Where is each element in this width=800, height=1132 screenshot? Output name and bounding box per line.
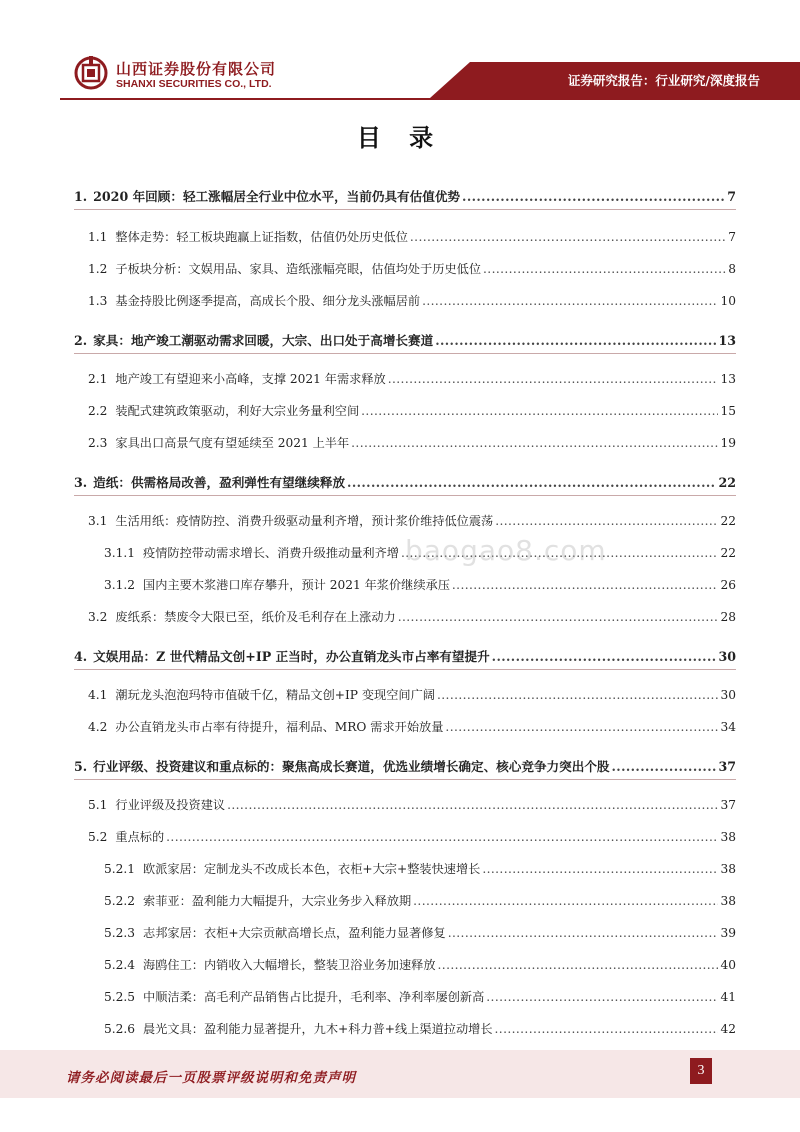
toc-entry-title: 装配式建筑政策驱动，利好大宗业务量利空间 bbox=[115, 404, 360, 418]
toc-entry-page: 7 bbox=[728, 230, 736, 244]
toc-dot-leader bbox=[452, 578, 719, 592]
toc-entry-title: 造纸：供需格局改善，盈利弹性有望继续释放 bbox=[93, 475, 346, 490]
toc-entry-number: 5.2.4 bbox=[104, 958, 136, 972]
toc-entry-title: 欧派家居：定制龙头不改成长本色，衣柜+大宗+整装快速增长 bbox=[143, 862, 481, 876]
toc-dot-leader bbox=[437, 688, 718, 702]
toc-entry-page: 30 bbox=[718, 649, 736, 664]
toc-entry-page: 37 bbox=[720, 798, 736, 812]
toc-entry-title: 基金持股比例逐季提高，高成长个股、细分龙头涨幅居前 bbox=[115, 294, 421, 308]
toc-entry-page: 28 bbox=[720, 610, 736, 624]
toc-entry[interactable] bbox=[88, 686, 736, 703]
toc-dot-leader bbox=[413, 894, 718, 908]
toc-entry-title: 国内主要木浆港口库存攀升，预计 2021 年浆价继续承压 bbox=[143, 578, 450, 592]
toc-entry[interactable] bbox=[88, 402, 736, 419]
section-divider bbox=[74, 669, 736, 670]
toc-entry-number: 5.2.2 bbox=[104, 894, 136, 908]
toc-entry-number: 5.1 bbox=[88, 798, 108, 812]
toc-entry-page: 22 bbox=[720, 514, 736, 528]
toc-dot-leader bbox=[492, 649, 717, 664]
toc-dot-leader bbox=[495, 514, 718, 528]
toc-entry-number: 5.2.3 bbox=[104, 926, 136, 940]
toc-entry-number: 1.2 bbox=[88, 262, 108, 276]
toc-dot-leader bbox=[398, 610, 719, 624]
toc-entry[interactable] bbox=[74, 472, 736, 491]
toc-entry-title: 潮玩龙头泡泡玛特市值破千亿，精品文创+IP 变现空间广阔 bbox=[115, 688, 435, 702]
toc-entry-number: 1.3 bbox=[88, 294, 108, 308]
toc-entry[interactable] bbox=[74, 646, 736, 665]
toc-entry-page: 38 bbox=[720, 862, 736, 876]
toc-entry-page: 22 bbox=[720, 546, 736, 560]
toc-entry[interactable] bbox=[104, 988, 736, 1005]
toc-entry-page: 26 bbox=[720, 578, 736, 592]
toc-entry-title: 疫情防控带动需求增长、消费升级推动量利齐增 bbox=[143, 546, 399, 560]
toc-dot-leader bbox=[435, 333, 716, 348]
toc-entry-number: 5.2.5 bbox=[104, 990, 136, 1004]
page-header bbox=[0, 0, 800, 104]
watermark: baogao8.com bbox=[405, 534, 607, 567]
toc-dot-leader bbox=[388, 372, 719, 386]
toc-entry-title: 办公直销龙头市占率有待提升，福利品、MRO 需求开始放量 bbox=[115, 720, 444, 734]
page-title: 目 录 bbox=[356, 123, 444, 152]
toc-entry-number: 5.2.6 bbox=[104, 1022, 136, 1036]
toc-dot-leader bbox=[227, 798, 718, 812]
toc-dot-leader bbox=[483, 262, 726, 276]
toc-entry[interactable] bbox=[104, 892, 736, 909]
toc-entry-number: 5. bbox=[74, 759, 88, 774]
toc-entry-title: 行业评级、投资建议和重点标的：聚焦高成长赛道，优选业绩增长确定、核心竞争力突出个股 bbox=[93, 759, 610, 774]
toc-dot-leader bbox=[448, 926, 719, 940]
toc-entry-page: 13 bbox=[720, 372, 736, 386]
toc-entry-page: 19 bbox=[720, 436, 736, 450]
toc-entry-number: 2.2 bbox=[88, 404, 108, 418]
header-divider bbox=[60, 98, 800, 100]
toc-entry[interactable] bbox=[88, 608, 736, 625]
company-name-en: SHANXI SECURITIES CO., LTD. bbox=[116, 78, 272, 90]
toc-entry-number: 3. bbox=[74, 475, 88, 490]
toc-entry[interactable] bbox=[74, 330, 736, 349]
toc-entry-number: 2. bbox=[74, 333, 88, 348]
toc-entry-page: 15 bbox=[720, 404, 736, 418]
footer-disclaimer: 请务必阅读最后一页股票评级说明和免责声明 bbox=[66, 1070, 356, 1086]
toc-entry[interactable] bbox=[74, 186, 736, 205]
toc-dot-leader bbox=[410, 230, 726, 244]
toc-entry[interactable] bbox=[88, 370, 736, 387]
toc-entry-title: 行业评级及投资建议 bbox=[115, 798, 226, 812]
toc-entry-number: 1. bbox=[74, 189, 88, 204]
toc-entry-page: 34 bbox=[720, 720, 736, 734]
toc-entry-title: 海鸥住工：内销收入大幅增长，整装卫浴业务加速释放 bbox=[143, 958, 436, 972]
toc-dot-leader bbox=[351, 436, 718, 450]
toc-dot-leader bbox=[166, 830, 718, 844]
toc-entry-number: 3.2 bbox=[88, 610, 108, 624]
toc-entry[interactable] bbox=[88, 260, 736, 277]
toc-entry-title: 整体走势：轻工板块跑赢上证指数，估值仍处历史低位 bbox=[115, 230, 408, 244]
toc-entry-number: 4.2 bbox=[88, 720, 108, 734]
toc-entry-number: 2.3 bbox=[88, 436, 108, 450]
toc-entry-page: 38 bbox=[720, 894, 736, 908]
toc-entry[interactable] bbox=[74, 756, 736, 775]
toc-entry-number: 1.1 bbox=[88, 230, 108, 244]
toc-entry[interactable] bbox=[88, 292, 736, 309]
toc-entry-number: 5.2 bbox=[88, 830, 108, 844]
toc-entry-number: 5.2.1 bbox=[104, 862, 136, 876]
page-number: 3 bbox=[690, 1058, 712, 1084]
toc-entry-title: 子板块分析：文娱用品、家具、造纸涨幅亮眼，估值均处于历史低位 bbox=[115, 262, 482, 276]
toc-entry-number: 3.1.1 bbox=[104, 546, 136, 560]
toc-entry-number: 3.1.2 bbox=[104, 578, 136, 592]
toc-entry-title: 文娱用品：Z 世代精品文创+IP 正当时，办公直销龙头市占率有望提升 bbox=[93, 649, 490, 664]
toc-entry[interactable] bbox=[104, 956, 736, 973]
company-name-cn: 山西证券股份有限公司 bbox=[116, 60, 277, 78]
toc-entry-page: 40 bbox=[720, 958, 736, 972]
toc-dot-leader bbox=[347, 475, 716, 490]
toc-entry[interactable] bbox=[104, 576, 736, 593]
toc-entry-title: 2020 年回顾：轻工涨幅居全行业中位水平，当前仍具有估值优势 bbox=[93, 189, 461, 204]
toc-entry-title: 家具出口高景气度有望延续至 2021 上半年 bbox=[115, 436, 350, 450]
toc-dot-leader bbox=[422, 294, 718, 308]
toc-entry-title: 家具：地产竣工潮驱动需求回暖，大宗、出口处于高增长赛道 bbox=[93, 333, 434, 348]
toc-dot-leader bbox=[482, 862, 718, 876]
toc-dot-leader bbox=[495, 1022, 719, 1036]
toc-entry[interactable] bbox=[88, 796, 736, 813]
section-divider bbox=[74, 779, 736, 780]
toc-entry-page: 41 bbox=[720, 990, 736, 1004]
toc-entry-number: 4. bbox=[74, 649, 88, 664]
toc-entry-number: 3.1 bbox=[88, 514, 108, 528]
toc-entry-page: 10 bbox=[720, 294, 736, 308]
toc-entry-page: 42 bbox=[720, 1022, 736, 1036]
toc-entry-page: 30 bbox=[720, 688, 736, 702]
toc-entry-page: 8 bbox=[728, 262, 736, 276]
shanxi-securities-logo-icon bbox=[74, 56, 108, 90]
toc-dot-leader bbox=[445, 720, 718, 734]
section-divider bbox=[74, 209, 736, 210]
toc-entry-title: 索菲亚：盈利能力大幅提升，大宗业务步入释放期 bbox=[143, 894, 412, 908]
toc-entry-page: 13 bbox=[718, 333, 736, 348]
toc-entry[interactable] bbox=[88, 718, 736, 735]
toc-dot-leader bbox=[462, 189, 725, 204]
toc-entry[interactable] bbox=[104, 860, 736, 877]
toc-entry[interactable] bbox=[88, 228, 736, 245]
toc-entry-page: 37 bbox=[718, 759, 736, 774]
toc-entry-title: 志邦家居：衣柜+大宗贡献高增长点，盈利能力显著修复 bbox=[143, 926, 446, 940]
report-type-label: 证券研究报告：行业研究/深度报告 bbox=[567, 73, 760, 88]
toc-entry-title: 生活用纸：疫情防控、消费升级驱动量利齐增，预计浆价维持低位震荡 bbox=[115, 514, 494, 528]
toc-entry-number: 2.1 bbox=[88, 372, 108, 386]
toc-entry-title: 废纸系：禁废令大限已至，纸价及毛利存在上涨动力 bbox=[115, 610, 396, 624]
toc-entry[interactable] bbox=[104, 924, 736, 941]
toc-entry[interactable] bbox=[88, 828, 736, 845]
toc-entry-page: 22 bbox=[718, 475, 736, 490]
toc-entry[interactable] bbox=[104, 1020, 736, 1037]
toc-entry-title: 晨光文具：盈利能力显著提升，九木+科力普+线上渠道拉动增长 bbox=[143, 1022, 493, 1036]
toc-dot-leader bbox=[438, 958, 719, 972]
section-divider bbox=[74, 353, 736, 354]
toc-dot-leader bbox=[612, 759, 717, 774]
toc-entry[interactable] bbox=[88, 434, 736, 451]
toc-entry-page: 39 bbox=[720, 926, 736, 940]
toc-entry-title: 中顺洁柔：高毛利产品销售占比提升，毛利率、净利率屡创新高 bbox=[143, 990, 485, 1004]
toc-entry-page: 38 bbox=[720, 830, 736, 844]
toc-dot-leader bbox=[486, 990, 718, 1004]
toc-entry-page: 7 bbox=[727, 189, 736, 204]
toc-entry-number: 4.1 bbox=[88, 688, 108, 702]
toc-entry[interactable] bbox=[88, 512, 736, 529]
toc-entry-title: 地产竣工有望迎来小高峰，支撑 2021 年需求释放 bbox=[115, 372, 386, 386]
toc-dot-leader bbox=[361, 404, 718, 418]
toc-entry-title: 重点标的 bbox=[115, 830, 165, 844]
section-divider bbox=[74, 495, 736, 496]
